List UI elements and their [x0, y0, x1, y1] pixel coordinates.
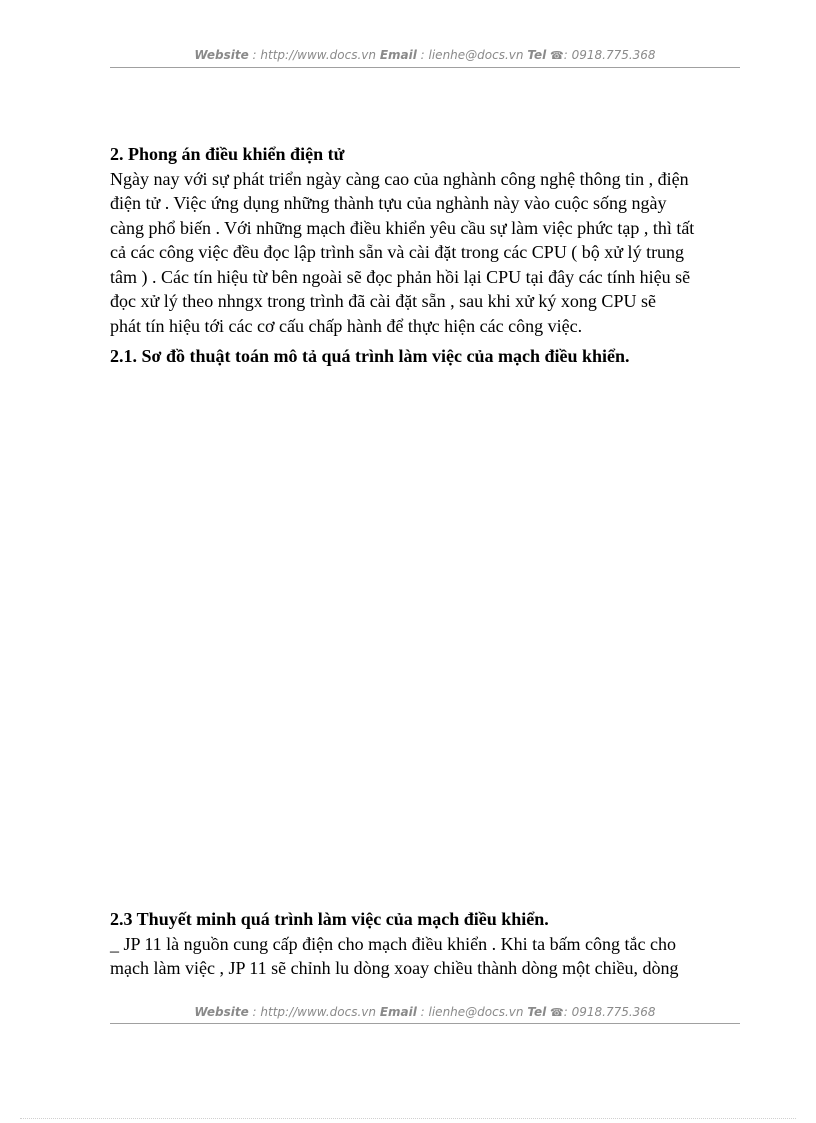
page-footer: [110, 1005, 740, 1019]
paragraph-line: càng phổ biến . Với những mạch điều khiển yêu cầu sự làm việc phức tạp , thì tất: [110, 217, 695, 238]
header-email-value: : lienhe@docs.vn: [416, 48, 528, 62]
paragraph-line: điện tử . Việc ứng dụng những thành tựu của nghành này vào cuộc sống ngày: [110, 193, 667, 213]
paragraph-line: mạch làm việc , JP 11 sẽ chỉnh lu dòng xoay chiều thành dòng một chiều, dòng: [110, 958, 679, 978]
header-tel-label: Tel: [527, 48, 547, 62]
footer-website-value: : http://www.docs.vn: [248, 1005, 380, 1019]
paragraph-line: Ngày nay với sự phát triển ngày càng cao của nghành công nghệ thông tin , điện: [110, 168, 689, 189]
section-2-1-title: 2.1. Sơ đồ thuật toán mô tả quá trình làm việc của mạch điều khiển.: [110, 346, 630, 366]
footer-email-value: : lienhe@docs.vn: [416, 1005, 528, 1019]
header-tel-value: : 0918.775.368: [563, 48, 656, 62]
section-2-title: 2. Phong án điều khiển điện tử: [110, 144, 345, 164]
paragraph-line: _ JP 11 là nguồn cung cấp điện cho mạch điều khiển . Khi ta bấm công tắc cho: [110, 933, 677, 954]
footer-tel-label: Tel: [527, 1005, 547, 1019]
page-edge-divider: [20, 1118, 796, 1119]
footer-divider: [110, 1023, 740, 1024]
paragraph-line: tâm ) . Các tín hiệu từ bên ngoài sẽ đọc phản hồi lại CPU tại đây các tính hiệu sẽ: [110, 266, 691, 287]
flowchart-figure-area: [110, 375, 740, 895]
header-website-value: : http://www.docs.vn: [248, 48, 380, 62]
section-2: [110, 142, 750, 338]
footer-email-label: Email: [379, 1005, 417, 1019]
footer-tel-value: : 0918.775.368: [563, 1005, 656, 1019]
header-divider: [110, 67, 740, 68]
header-website-label: Website: [194, 48, 249, 62]
phone-icon: ☎: [550, 1006, 564, 1019]
footer-website-label: Website: [194, 1005, 249, 1019]
section-2-3: [110, 907, 750, 981]
header-email-label: Email: [379, 48, 417, 62]
paragraph-line: phát tín hiệu tới các cơ cấu chấp hành để thực hiện các công việc.: [110, 315, 583, 336]
section-2-3-title: 2.3 Thuyết minh quá trình làm việc của mạch điều khiển.: [110, 909, 549, 929]
paragraph-line: đọc xử lý theo nhngx trong trình đã cài đặt sẵn , sau khi xử ký xong CPU sẽ: [110, 291, 656, 311]
section-2-1: [110, 344, 750, 369]
page-header: [110, 48, 740, 62]
phone-icon: ☎: [550, 49, 564, 62]
paragraph-line: cả các công việc đều đọc lập trình sẵn và cài đặt trong các CPU ( bộ xử lý trung: [110, 242, 685, 262]
